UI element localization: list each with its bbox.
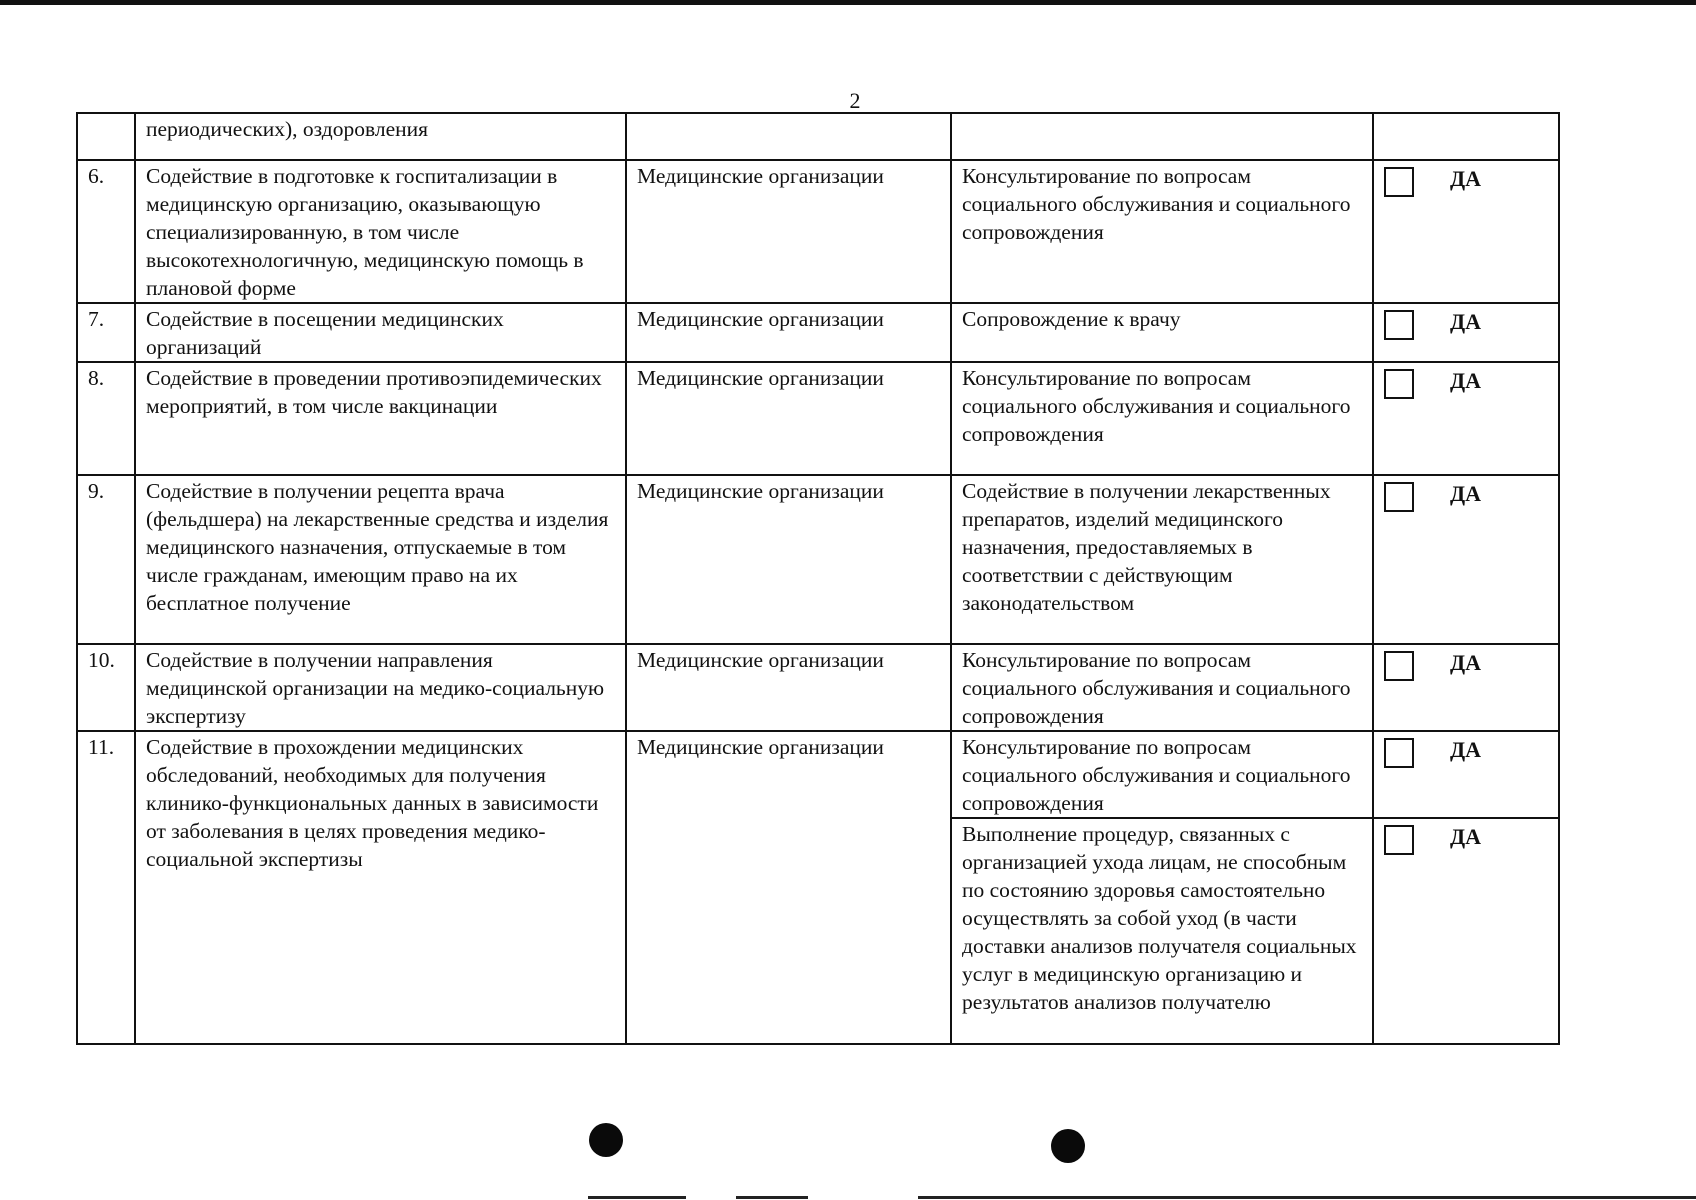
mark-label: ДА: [1450, 650, 1482, 675]
checkbox[interactable]: [1384, 825, 1414, 855]
organization: Медицинские организации: [626, 731, 951, 1044]
table-row: [77, 475, 1559, 644]
binder-hole-mark: [589, 1123, 623, 1157]
mark-cell: [1373, 818, 1559, 1044]
service-name: периодических), оздоровления: [135, 113, 626, 160]
organization: Медицинские организации: [626, 475, 951, 644]
services-table: [76, 112, 1560, 1045]
table-row: [77, 303, 1559, 362]
service-name: Содействие в проведении противоэпидемических мероприятий, в том числе вакцинации: [135, 362, 626, 475]
mark-label: ДА: [1450, 309, 1482, 334]
mark-cell: [1373, 303, 1559, 362]
mark-label: ДА: [1450, 166, 1482, 191]
bottom-edge-rule: [736, 1196, 808, 1199]
table-row: [77, 644, 1559, 731]
row-number: 8.: [77, 362, 135, 475]
row-number: 6.: [77, 160, 135, 303]
assistance-type: Содействие в получении лекарственных препаратов, изделий медицинского назначения, предоставляемых в соответствии с действующим законодательством: [951, 475, 1373, 644]
table-row: [77, 362, 1559, 475]
assistance-type: Консультирование по вопросам социального обслуживания и социального сопровождения: [951, 644, 1373, 731]
service-name: Содействие в прохождении медицинских обследований, необходимых для получения клинико-функциональных данных в зависимости от заболевания в целях проведения медико-социальной экспертизы: [135, 731, 626, 1044]
table-row: [77, 731, 1559, 818]
checkbox[interactable]: [1384, 738, 1414, 768]
table-row: [77, 160, 1559, 303]
bottom-edge-rule: [918, 1196, 1696, 1199]
service-name: Содействие в посещении медицинских организаций: [135, 303, 626, 362]
binder-hole-mark: [1051, 1129, 1085, 1163]
organization: [626, 113, 951, 160]
top-border-rule: [0, 0, 1696, 5]
mark-label: ДА: [1450, 368, 1482, 393]
table-row: [77, 113, 1559, 160]
bottom-edge-rule: [588, 1196, 686, 1199]
assistance-type: [951, 113, 1373, 160]
service-name: Содействие в получении направления медицинской организации на медико-социальную экспертизу: [135, 644, 626, 731]
mark-cell: [1373, 113, 1559, 160]
organization: Медицинские организации: [626, 160, 951, 303]
organization: Медицинские организации: [626, 362, 951, 475]
page-number: 2: [849, 88, 861, 113]
assistance-type: Консультирование по вопросам социального обслуживания и социального сопровождения: [951, 731, 1373, 818]
row-number: 10.: [77, 644, 135, 731]
mark-cell: [1373, 644, 1559, 731]
mark-cell: [1373, 160, 1559, 303]
assistance-type: Выполнение процедур, связанных с организацией ухода лицам, не способным по состоянию здоровья самостоятельно осуществлять за собой уход (в части доставки анализов получателя социальных услуг в медицинскую организацию и результатов анализов получателю: [951, 818, 1373, 1044]
mark-label: ДА: [1450, 481, 1482, 506]
service-name: Содействие в подготовке к госпитализации в медицинскую организацию, оказывающую специализированную, в том числе высокотехнологичную, медицинскую помощь в плановой форме: [135, 160, 626, 303]
assistance-type: Сопровождение к врачу: [951, 303, 1373, 362]
mark-cell: [1373, 362, 1559, 475]
row-number: [77, 113, 135, 160]
mark-label: ДА: [1450, 737, 1482, 762]
service-name: Содействие в получении рецепта врача (фельдшера) на лекарственные средства и изделия медицинского назначения, отпускаемые в том числе гражданам, имеющим право на их бесплатное получение: [135, 475, 626, 644]
mark-cell: [1373, 475, 1559, 644]
checkbox[interactable]: [1384, 482, 1414, 512]
checkbox[interactable]: [1384, 369, 1414, 399]
organization: Медицинские организации: [626, 644, 951, 731]
assistance-type: Консультирование по вопросам социального обслуживания и социального сопровождения: [951, 160, 1373, 303]
checkbox[interactable]: [1384, 651, 1414, 681]
row-number: 11.: [77, 731, 135, 1044]
row-number: 9.: [77, 475, 135, 644]
checkbox[interactable]: [1384, 167, 1414, 197]
checkbox[interactable]: [1384, 310, 1414, 340]
mark-label: ДА: [1450, 824, 1482, 849]
row-number: 7.: [77, 303, 135, 362]
assistance-type: Консультирование по вопросам социального обслуживания и социального сопровождения: [951, 362, 1373, 475]
mark-cell: [1373, 731, 1559, 818]
organization: Медицинские организации: [626, 303, 951, 362]
